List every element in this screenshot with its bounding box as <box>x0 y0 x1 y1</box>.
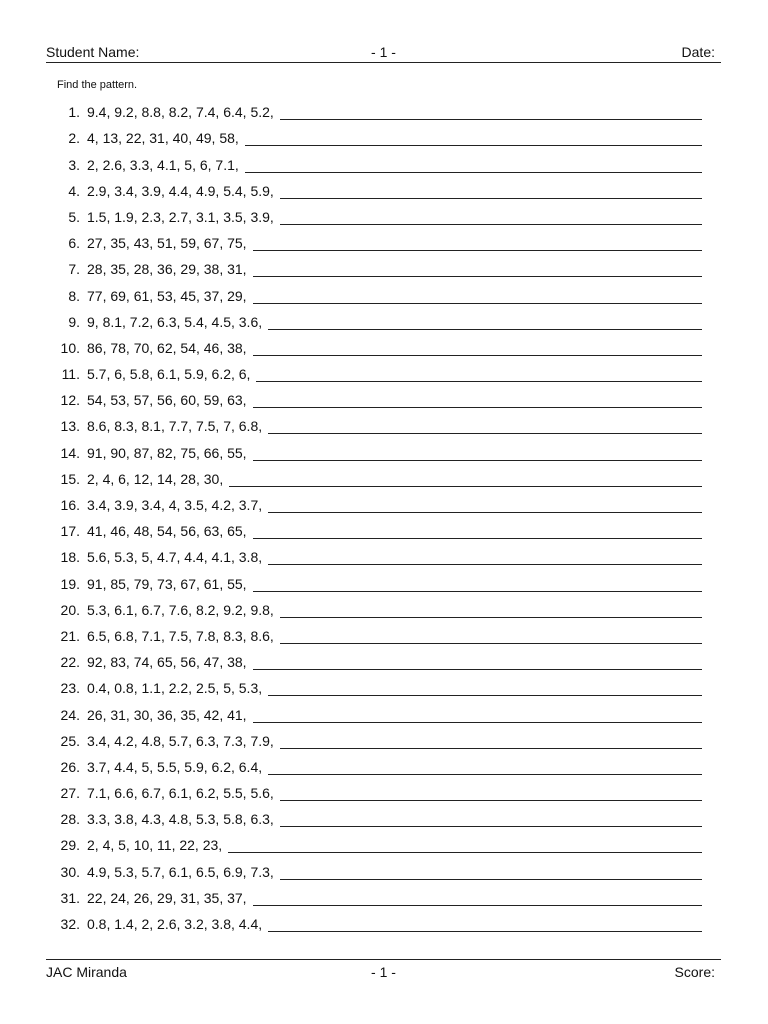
answer-line[interactable] <box>253 721 702 723</box>
page-footer <box>46 959 721 980</box>
problem-number: 26. <box>60 758 80 775</box>
problem-row <box>46 175 702 201</box>
problem-number: 12. <box>60 392 80 409</box>
problem-row <box>46 515 702 541</box>
answer-line[interactable] <box>280 642 702 644</box>
problem-number: 11. <box>61 366 80 383</box>
problem-sequence: 8.6, 8.3, 8.1, 7.7, 7.5, 7, 6.8, <box>87 418 263 435</box>
problem-sequence: 27, 35, 43, 51, 59, 67, 75, <box>87 235 247 252</box>
answer-line[interactable] <box>245 171 702 173</box>
answer-line[interactable] <box>268 930 702 932</box>
problem-number: 3. <box>68 156 80 173</box>
problem-number: 4. <box>68 182 80 199</box>
footer-page-number: - 1 - <box>371 964 396 980</box>
answer-line[interactable] <box>253 275 702 277</box>
answer-line[interactable] <box>253 302 702 304</box>
problem-number: 32. <box>60 916 80 932</box>
answer-line[interactable] <box>280 118 702 120</box>
problem-row <box>46 855 702 881</box>
problem-row <box>46 829 702 855</box>
page-header <box>46 42 721 63</box>
problem-number: 21. <box>60 627 80 644</box>
author-name: JAC Miranda <box>46 964 127 980</box>
problem-number: 24. <box>60 706 80 723</box>
problem-number: 13. <box>60 418 80 435</box>
problem-row <box>46 777 702 803</box>
problem-sequence: 3.4, 4.2, 4.8, 5.7, 6.3, 7.3, 7.9, <box>87 732 274 749</box>
date-label: Date: <box>681 44 715 60</box>
answer-line[interactable] <box>229 485 702 487</box>
answer-line[interactable] <box>228 851 702 853</box>
problem-row <box>46 201 702 227</box>
problem-row <box>46 279 702 305</box>
problem-number: 10. <box>60 339 80 356</box>
problem-sequence: 3.7, 4.4, 5, 5.5, 5.9, 6.2, 6.4, <box>87 758 263 775</box>
answer-line[interactable] <box>280 197 702 199</box>
problem-sequence: 77, 69, 61, 53, 45, 37, 29, <box>87 287 247 304</box>
problem-sequence: 3.3, 3.8, 4.3, 4.8, 5.3, 5.8, 6.3, <box>87 811 274 828</box>
answer-line[interactable] <box>280 616 702 618</box>
problem-number: 15. <box>60 470 80 487</box>
problem-number: 22. <box>60 654 80 671</box>
problem-sequence: 1.5, 1.9, 2.3, 2.7, 3.1, 3.5, 3.9, <box>87 208 274 225</box>
problem-sequence: 0.4, 0.8, 1.1, 2.2, 2.5, 5, 5.3, <box>87 680 263 697</box>
problem-row <box>46 620 702 646</box>
problem-number: 9. <box>68 313 80 330</box>
answer-line[interactable] <box>280 747 702 749</box>
answer-line[interactable] <box>256 380 702 382</box>
answer-line[interactable] <box>253 590 702 592</box>
problem-sequence: 7.1, 6.6, 6.7, 6.1, 6.2, 5.5, 5.6, <box>87 785 274 802</box>
problem-number: 31. <box>60 889 80 906</box>
problem-row <box>46 332 702 358</box>
problem-row <box>46 908 702 934</box>
problem-number: 17. <box>60 523 80 540</box>
problem-sequence: 2, 4, 5, 10, 11, 22, 23, <box>87 837 223 854</box>
answer-line[interactable] <box>253 406 702 408</box>
problem-row <box>46 489 702 515</box>
problem-row <box>46 567 702 593</box>
problem-row <box>46 358 702 384</box>
answer-line[interactable] <box>253 354 702 356</box>
problem-sequence: 5.7, 6, 5.8, 6.1, 5.9, 6.2, 6, <box>87 366 251 383</box>
answer-line[interactable] <box>268 694 702 696</box>
answer-line[interactable] <box>280 223 702 225</box>
answer-line[interactable] <box>253 537 702 539</box>
problem-row <box>46 882 702 908</box>
problem-number: 5. <box>68 208 80 225</box>
score-label: Score: <box>674 964 715 980</box>
problem-number: 18. <box>60 549 80 566</box>
problem-sequence: 2, 4, 6, 12, 14, 28, 30, <box>87 470 224 487</box>
problem-sequence: 6.5, 6.8, 7.1, 7.5, 7.8, 8.3, 8.6, <box>87 627 274 644</box>
problem-row <box>46 646 702 672</box>
problem-sequence: 5.6, 5.3, 5, 4.7, 4.4, 4.1, 3.8, <box>87 549 263 566</box>
problem-number: 2. <box>68 130 80 147</box>
problem-row <box>46 594 702 620</box>
answer-line[interactable] <box>280 799 702 801</box>
problem-number: 20. <box>60 601 80 618</box>
problem-sequence: 22, 24, 26, 29, 31, 35, 37, <box>87 889 247 906</box>
problem-row <box>46 122 702 148</box>
problem-sequence: 2, 2.6, 3.3, 4.1, 5, 6, 7.1, <box>87 156 239 173</box>
problem-row <box>46 436 702 462</box>
problem-row <box>46 227 702 253</box>
problem-sequence: 2.9, 3.4, 3.9, 4.4, 4.9, 5.4, 5.9, <box>87 182 274 199</box>
problem-row <box>46 803 702 829</box>
problem-sequence: 9.4, 9.2, 8.8, 8.2, 7.4, 6.4, 5.2, <box>87 104 274 121</box>
answer-line[interactable] <box>245 144 702 146</box>
problem-row <box>46 541 702 567</box>
problem-number: 19. <box>60 575 80 592</box>
header-page-number: - 1 - <box>371 44 396 60</box>
problem-row <box>46 384 702 410</box>
answer-line[interactable] <box>253 904 702 906</box>
problem-sequence: 3.4, 3.9, 3.4, 4, 3.5, 4.2, 3.7, <box>87 497 263 513</box>
problem-row <box>46 410 702 436</box>
answer-line[interactable] <box>280 878 702 880</box>
answer-line[interactable] <box>253 249 702 251</box>
problem-row <box>46 725 702 751</box>
problem-number: 6. <box>68 235 80 252</box>
problem-number: 14. <box>60 444 80 461</box>
answer-line[interactable] <box>268 432 702 434</box>
problem-row <box>46 463 702 489</box>
problem-number: 30. <box>60 863 80 880</box>
problem-sequence: 26, 31, 30, 36, 35, 42, 41, <box>87 706 247 723</box>
problem-sequence: 91, 85, 79, 73, 67, 61, 55, <box>87 575 247 592</box>
answer-line[interactable] <box>268 511 702 513</box>
problem-number: 7. <box>68 261 80 278</box>
problem-row <box>46 253 702 279</box>
problem-number: 28. <box>60 811 80 828</box>
problem-number: 8. <box>68 287 80 304</box>
problem-number: 16. <box>60 497 80 513</box>
problem-number: 27. <box>60 785 80 802</box>
problem-row <box>46 96 702 122</box>
problem-sequence: 4.9, 5.3, 5.7, 6.1, 6.5, 6.9, 7.3, <box>87 863 274 880</box>
problem-row <box>46 751 702 777</box>
answer-line[interactable] <box>253 459 702 461</box>
problem-sequence: 4, 13, 22, 31, 40, 49, 58, <box>87 130 239 147</box>
problem-row <box>46 672 702 698</box>
problem-sequence: 41, 46, 48, 54, 56, 63, 65, <box>87 523 247 540</box>
student-name-label: Student Name: <box>46 44 140 60</box>
problem-row <box>46 306 702 332</box>
answer-line[interactable] <box>280 825 702 827</box>
problem-sequence: 28, 35, 28, 36, 29, 38, 31, <box>87 261 247 278</box>
problem-row <box>46 148 702 174</box>
answer-line[interactable] <box>268 773 702 775</box>
problem-number: 25. <box>60 732 80 749</box>
problem-number: 23. <box>60 680 80 697</box>
problem-list <box>46 96 702 934</box>
problem-sequence: 5.3, 6.1, 6.7, 7.6, 8.2, 9.2, 9.8, <box>87 601 274 618</box>
problem-sequence: 0.8, 1.4, 2, 2.6, 3.2, 3.8, 4.4, <box>87 916 263 932</box>
instructions: Find the pattern. <box>57 79 138 91</box>
problem-sequence: 54, 53, 57, 56, 60, 59, 63, <box>87 392 247 409</box>
problem-sequence: 91, 90, 87, 82, 75, 66, 55, <box>87 444 247 461</box>
answer-line[interactable] <box>268 563 702 565</box>
answer-line[interactable] <box>268 328 702 330</box>
answer-line[interactable] <box>253 668 702 670</box>
problem-number: 1. <box>68 104 80 121</box>
problem-sequence: 92, 83, 74, 65, 56, 47, 38, <box>87 654 247 671</box>
problem-number: 29. <box>60 837 80 854</box>
problem-row <box>46 698 702 724</box>
problem-sequence: 9, 8.1, 7.2, 6.3, 5.4, 4.5, 3.6, <box>87 313 263 330</box>
problem-sequence: 86, 78, 70, 62, 54, 46, 38, <box>87 339 247 356</box>
